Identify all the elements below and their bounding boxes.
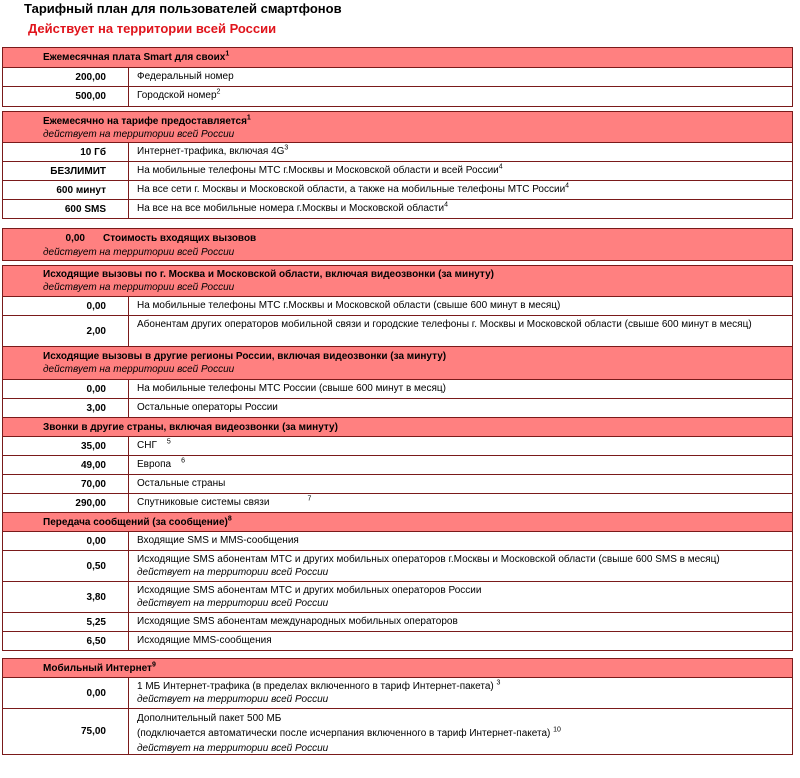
- table-row: [2, 709, 793, 755]
- section-note: действует на территории всей России: [43, 247, 235, 258]
- table-row: [2, 613, 793, 632]
- price-value: 0,00: [86, 383, 106, 395]
- table-row: [2, 437, 793, 456]
- row-description: Исходящие SMS абонентам МТС и других мобильных операторов г.Москвы и Московской области (свыше 600 SMS в месяц) действует на территории всей России: [128, 551, 792, 581]
- included-value: 600 минут: [56, 184, 106, 196]
- section-header-outgoing-regions: [2, 347, 793, 380]
- price-value: 75,00: [80, 726, 106, 737]
- section-title: Исходящие вызовы по г. Москва и Московской области, включая видеозвонки (за минуту): [43, 269, 494, 280]
- price-value: 0,50: [86, 560, 106, 572]
- included-value: 600 SMS: [64, 203, 106, 215]
- section-title: Звонки в другие страны, включая видеозвонки (за минуту): [43, 422, 338, 433]
- price-value: 35,00: [80, 440, 106, 452]
- table-row: [2, 68, 793, 87]
- row-description: Исходящие SMS абонентам МТС и других мобильных операторов России действует на территории всей России: [128, 582, 792, 612]
- document-title: Тарифный план для пользователей смартфонов: [24, 1, 342, 16]
- row-description: Исходящие MMS-сообщения: [128, 632, 792, 650]
- price-value: 5,25: [86, 616, 106, 628]
- table-row: [2, 456, 793, 475]
- section-header-monthly-fee: [2, 48, 793, 68]
- price-value: 290,00: [75, 497, 106, 509]
- section-header-messages: [2, 513, 793, 532]
- price-value: 70,00: [80, 478, 106, 490]
- row-note: действует на территории всей России: [137, 694, 329, 705]
- table-row: [2, 87, 793, 107]
- table-row: [2, 582, 793, 613]
- table-row: [2, 475, 793, 494]
- price-value: 0,00: [86, 535, 106, 547]
- row-description: Спутниковые системы связи $^7$: [128, 494, 792, 512]
- row-description: СНГ $^5$: [128, 437, 792, 455]
- row-description: Остальные страны: [128, 475, 792, 493]
- table-row: [2, 532, 793, 551]
- table-row: [2, 551, 793, 582]
- table-row: [2, 181, 793, 200]
- row-description: Входящие SMS и MMS-сообщения: [128, 532, 792, 550]
- row-description: На мобильные телефоны МТС г.Москвы и Московской области и всей России$^4$: [128, 162, 792, 180]
- row-note: действует на территории всей России: [137, 743, 329, 754]
- price-value: 6,50: [86, 635, 106, 647]
- section-note: действует на территории всей России: [43, 129, 235, 140]
- section-note: действует на территории всей России: [43, 364, 235, 375]
- price-value: 0,00: [86, 300, 106, 312]
- section-title: Исходящие вызовы в другие регионы России, включая видеозвонки (за минуту): [43, 351, 447, 362]
- section-header-outgoing-moscow: [2, 265, 793, 297]
- row-description: Европа $^6$: [128, 456, 792, 474]
- row-description: Федеральный номер: [128, 68, 792, 86]
- table-row: [2, 678, 793, 709]
- section-header-incoming: [2, 228, 793, 261]
- row-description: Абонентам других операторов мобильной связи и городские телефоны г. Москвы и Московской области (свыше 600 минут в месяц): [128, 316, 792, 346]
- section-title: Ежемесячная плата Smart для своих$^1$: [43, 50, 230, 63]
- table-row: [2, 632, 793, 651]
- row-note: действует на территории всей России: [137, 567, 329, 578]
- section-title: Передача сообщений (за сообщение)$^8$: [43, 515, 232, 528]
- section-title: Мобильный Интернет$^9$: [43, 661, 156, 674]
- row-description: На все сети г. Москвы и Московской области, а также на мобильные телефоны МТС России$^4$: [128, 181, 792, 199]
- included-value: 10 Гб: [80, 146, 106, 158]
- price-value: 0,00: [86, 687, 106, 699]
- row-description: На все на все мобильные номера г.Москвы и Московской области$^4$: [128, 200, 792, 218]
- section-header-included: [2, 111, 793, 143]
- section-title: Стоимость входящих вызовов: [103, 233, 257, 244]
- section-note: действует на территории всей России: [43, 282, 235, 293]
- table-row: [2, 143, 793, 162]
- included-value: БЕЗЛИМИТ: [50, 165, 106, 177]
- row-note: действует на территории всей России: [137, 598, 329, 609]
- table-row: [2, 399, 793, 418]
- table-row: [2, 494, 793, 513]
- section-header-international: [2, 418, 793, 437]
- row-description: Остальные операторы России: [128, 399, 792, 417]
- table-row: [2, 162, 793, 181]
- price-value: 49,00: [80, 459, 106, 471]
- table-row: [2, 316, 793, 347]
- row-description: Дополнительный пакет 500 МБ (подключается автоматически после исчерпания включенного в тариф Интернет-пакета) $^{10}$ действует на территории всей России: [128, 709, 792, 754]
- row-description: На мобильные телефоны МТС г.Москвы и Московской области (свыше 600 минут в месяц): [128, 297, 792, 315]
- price-value: 500,00: [75, 91, 106, 102]
- document-subtitle: Действует на территории всей России: [28, 21, 277, 36]
- row-description: Интернет-трафика, включая $4G^3$: [128, 143, 792, 161]
- tariff-table: [2, 47, 793, 755]
- section-header-internet: [2, 658, 793, 678]
- section-title: Ежемесячно на тарифе предоставляется$^1$: [43, 114, 251, 127]
- price-value: 3,80: [86, 591, 106, 603]
- price-value: 200,00: [75, 71, 106, 83]
- price-value: 2,00: [86, 325, 106, 337]
- row-description: 1 МБ Интернет-трафика (в пределах включенного в тариф Интернет-пакета) $^3$ действует на территории всей России: [128, 678, 792, 708]
- row-description: На мобильные телефоны МТС России (свыше 600 минут в месяц): [128, 380, 792, 398]
- table-row: [2, 380, 793, 399]
- table-row: [2, 297, 793, 316]
- row-description: Исходящие SMS абонентам международных мобильных операторов: [128, 613, 792, 631]
- incoming-price-value: 0,00: [65, 233, 85, 244]
- row-description: Городской номер$^2$: [128, 87, 792, 106]
- table-row: [2, 200, 793, 219]
- price-value: 3,00: [86, 402, 106, 414]
